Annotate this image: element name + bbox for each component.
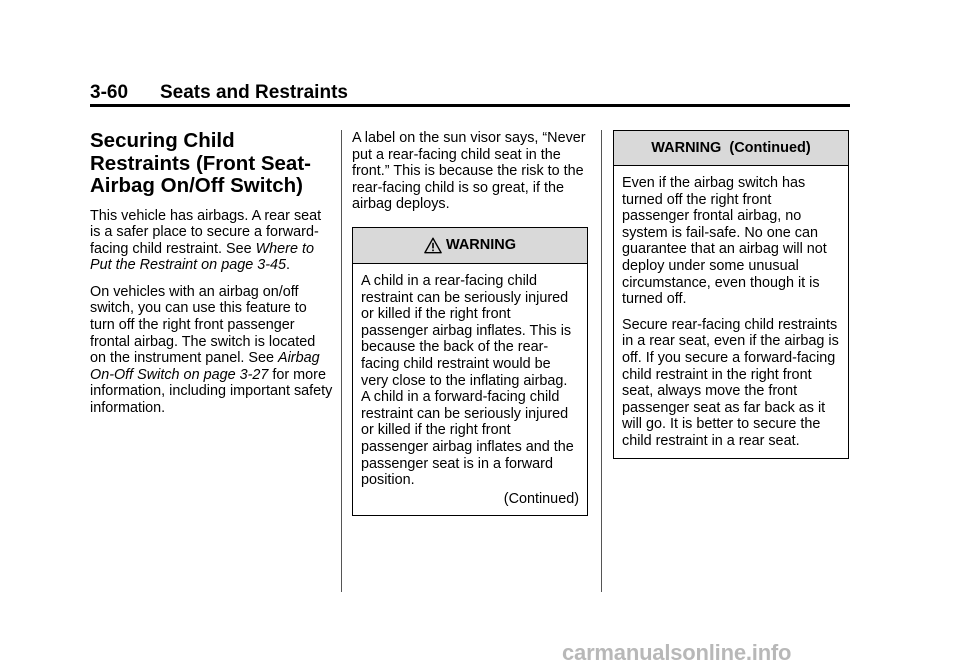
warning-box [352, 227, 588, 516]
column-divider [341, 130, 342, 592]
page-number: 3-60 [90, 82, 129, 103]
column-1 [90, 130, 335, 427]
header-rule [90, 104, 850, 107]
section-title: Seats and Restraints [160, 82, 348, 103]
paragraph: This vehicle has airbags. A rear seat is a safer place to secure a forward-facing child restraint. See Where to Put the Restraint on page 3-45. [90, 207, 322, 274]
warning-continued-title: WARNING (Continued) [651, 139, 811, 156]
paragraph: On vehicles with an airbag on/off switch, you can use this feature to turn off the right front passenger frontal airbag. The switch is located on the instrument panel. See Airbag On-Off Switch on page 3-27 for more information, including important safety information. [90, 283, 333, 417]
watermark: carmanualsonline.info [562, 640, 792, 665]
warning-continued-header [614, 131, 848, 166]
warning-paragraph: Even if the airbag switch has turned off the right front passenger frontal airbag, no system is fail-safe. No one can guarantee that an airbag will not deploy under some unusual circumstance, even though it is turned off. [622, 175, 827, 308]
warning-paragraph: Secure rear-facing child restraints in a rear seat, even if the airbag is off. If you secure a forward-facing child restraint in the right front seat, always move the front passenger seat as far back as it will go. It is better to secure the child restraint in a rear seat. [622, 316, 839, 449]
warning-continued-box [613, 130, 849, 459]
continued-label: (Continued) [503, 490, 579, 507]
warning-triangle-icon [424, 237, 442, 254]
section-heading: Securing Child Restraints (Front Seat-Airbag On/Off Switch) [90, 129, 311, 197]
page-header [90, 82, 850, 104]
cross-reference-link[interactable]: Airbag On-Off Switch on page 3-27 [90, 350, 320, 383]
sun-visor-paragraph: A label on the sun visor says, “Never put a rear-facing child seat in the front.” This is because the risk to the rear-facing child is so great, if the airbag deploys. [352, 130, 586, 213]
warning-continued-body [614, 166, 848, 458]
warning-header [353, 228, 587, 264]
column-2 [352, 130, 590, 516]
warning-text: A child in a rear-facing child restraint can be seriously injured or killed if the right front passenger airbag inflates. This is because the back of the rear-facing child restraint would be very close to the inflating airbag. A child in a forward-facing child restraint can be seriously injured or killed if the right front passenger airbag inflates and the passenger seat is in a forward position. [361, 272, 574, 489]
column-divider [601, 130, 602, 592]
warning-title: WARNING [445, 237, 517, 254]
cross-reference-link[interactable]: Where to Put the Restraint on page 3-45 [90, 240, 314, 274]
warning-body [353, 264, 587, 515]
column-3 [613, 130, 851, 459]
